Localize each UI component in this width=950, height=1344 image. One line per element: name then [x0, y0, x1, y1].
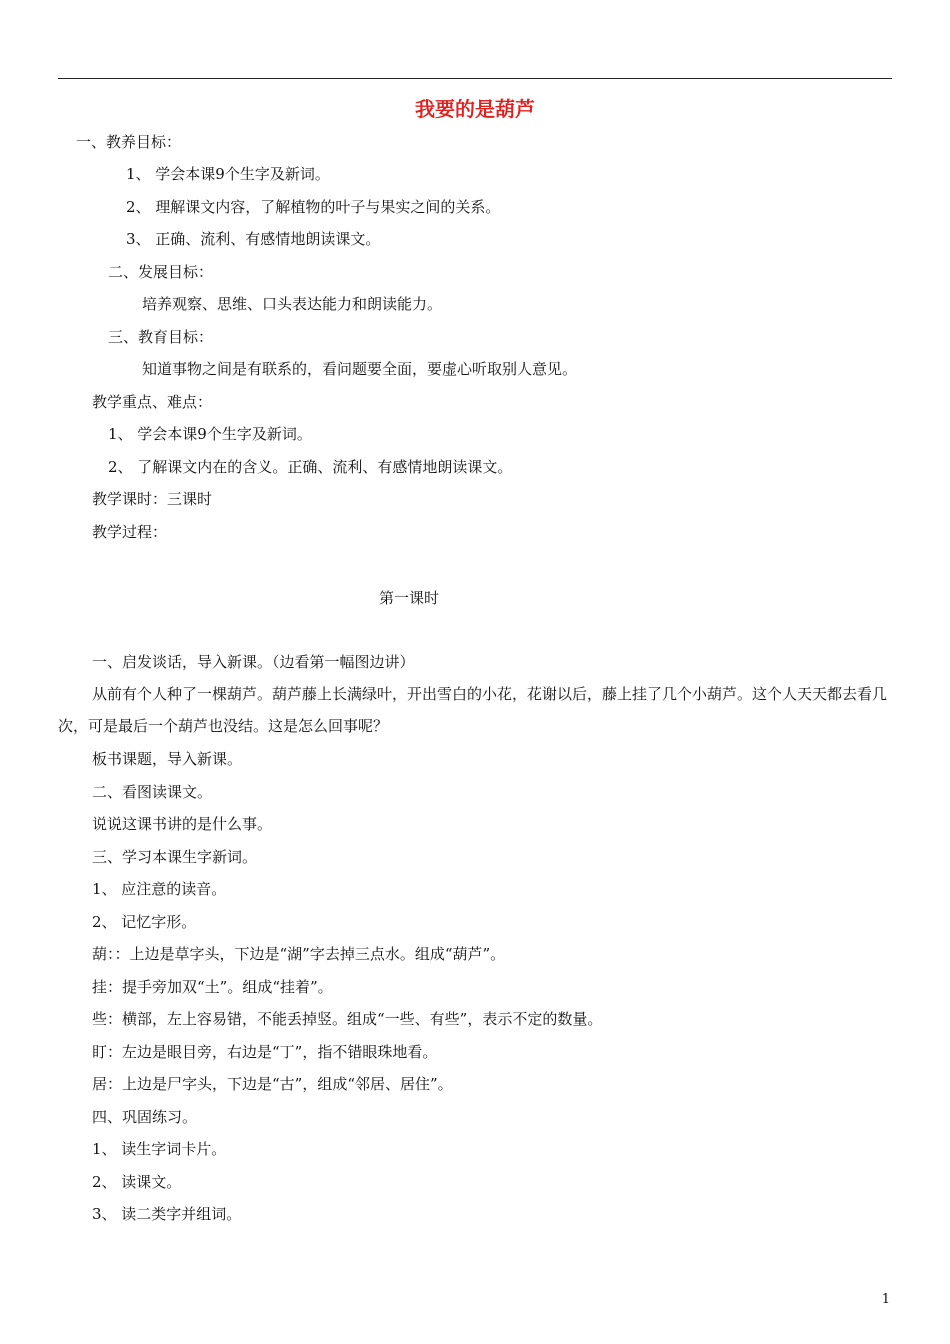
body-text: 培养观察、思维、口头表达能力和朗读能力。 — [142, 295, 443, 313]
body-text: 知道事物之间是有联系的，看问题要全面，要虚心听取别人意见。 — [142, 360, 578, 378]
body-text: 葫：：上边是草字头，下边是“湖”字去掉三点水。组成“葫芦”。 — [92, 945, 506, 963]
section-heading: 教学重点、难点： — [92, 393, 213, 411]
list-item: 2、 读课文。 — [92, 1173, 182, 1191]
list-item: 3、 读二类字并组词。 — [92, 1205, 242, 1223]
body-paragraph: 从前有个人种了一棵葫芦。葫芦藤上长满绿叶，开出雪白的小花，花谢以后，藤上挂了几个小葫芦。这个人天天都去看几次，可是最后一个葫芦也没结。这是怎么回事呢？ — [58, 685, 888, 735]
body-text: 挂：提手旁加双“土”。组成“挂着”。 — [92, 978, 333, 996]
section-heading: 一、教养目标： — [76, 133, 182, 151]
list-item: 1、 应注意的读音。 — [92, 880, 227, 898]
list-item: 1、 学会本课9个生字及新词。 — [126, 165, 330, 183]
section-heading: 三、教育目标： — [108, 328, 214, 346]
body-text: 板书课题，导入新课。 — [92, 750, 243, 768]
list-item: 2、 了解课文内在的含义。正确、流利、有感情地朗读课文。 — [108, 458, 513, 476]
body-text: 盯：左边是眼目旁，右边是“丁”，指不错眼珠地看。 — [92, 1043, 438, 1061]
section-heading: 二、看图读课文。 — [92, 783, 213, 801]
document-title: 我要的是葫芦 — [415, 97, 535, 121]
body-text: 说说这课书讲的是什么事。 — [92, 815, 273, 833]
section-heading: 四、巩固练习。 — [92, 1108, 198, 1126]
section-heading: 一、启发谈话，导入新课。（边看第一幅图边讲） — [92, 653, 415, 671]
body-text: 教学课时：三课时 — [92, 490, 213, 508]
body-text: 居：上边是尸字头，下边是“古”，组成“邻居、居住”。 — [92, 1075, 453, 1093]
list-item: 2、 理解课文内容，了解植物的叶子与果实之间的关系。 — [126, 198, 501, 216]
list-item: 2、 记忆字形。 — [92, 913, 197, 931]
list-item: 1、 读生字词卡片。 — [92, 1140, 227, 1158]
header-rule — [58, 78, 892, 79]
section-heading: 二、发展目标： — [108, 263, 214, 281]
list-item: 3、 正确、流利、有感情地朗读课文。 — [126, 230, 381, 248]
body-text: 些：横部，左上容易错，不能丢掉竖。组成“一些、有些”，表示不定的数量。 — [92, 1010, 603, 1028]
lesson-heading: 第一课时 — [378, 589, 439, 607]
section-heading: 教学过程： — [92, 523, 168, 541]
section-heading: 三、学习本课生字新词。 — [92, 848, 258, 866]
list-item: 1、 学会本课9个生字及新词。 — [108, 425, 312, 443]
page-number: 1 — [881, 1292, 890, 1307]
